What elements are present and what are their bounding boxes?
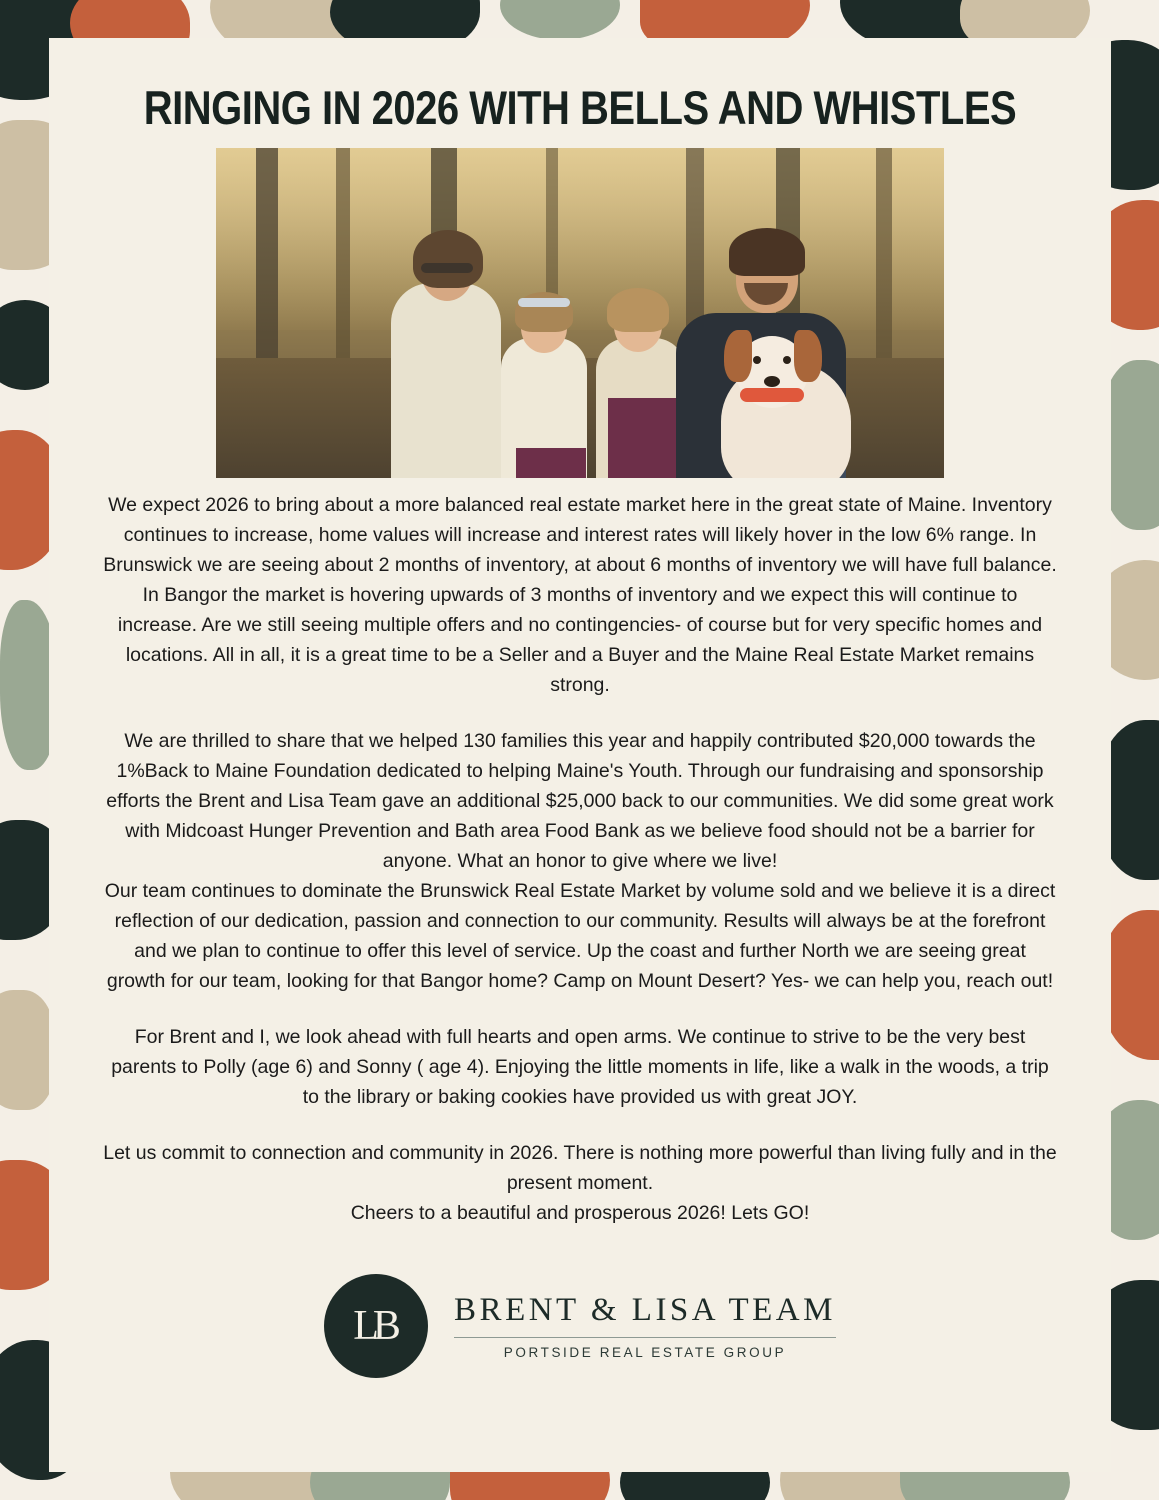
page-title: RINGING IN 2026 WITH BELLS AND WHISTLES <box>143 82 1017 135</box>
paragraph-team-growth: Our team continues to dominate the Brunswick Real Estate Market by volume sold and we believe it is a direct reflection of our dedication, passion and connection to our community. Results will always be at the forefront and we plan to continue to offer this level of service. Up the coast and further North we are seeing great growth for our team, looking for that Bangor home? Camp on Mount Desert? Yes- we can help you, reach out! <box>104 880 1056 992</box>
family-photo <box>216 148 944 478</box>
brand-text <box>454 1292 836 1359</box>
brand-logo <box>87 1274 1073 1378</box>
monogram-icon <box>324 1274 428 1378</box>
paragraph-market-outlook: We expect 2026 to bring about a more balanced real estate market here in the great state of Maine. Inventory continues to increase, home values will increase and interest rates will likely hover in the low 6% range. In Brunswick we are seeing about 2 months of inventory, at about 6 months of inventory we will have full balance. In Bangor the market is hovering upwards of 3 months of inventory and we expect this will continue to increase. Are we still seeing multiple offers and no contingencies- of course but for very specific homes and locations. All in all, it is a great time to be a Seller and a Buyer and the Maine Real Estate Market remains strong. <box>103 494 1057 696</box>
newsletter-body <box>87 490 1073 1228</box>
newsletter-card <box>49 38 1111 1472</box>
paragraph-family: For Brent and I, we look ahead with full hearts and open arms. We continue to strive to be the very best parents to Polly (age 6) and Sonny ( age 4). Enjoying the little moments in life, like a walk in the woods, a trip to the library or baking cookies have provided us with great JOY. <box>111 1026 1049 1108</box>
paragraph-closing: Cheers to a beautiful and prosperous 2026! Lets GO! <box>350 1202 810 1224</box>
monogram-text: LB <box>353 1303 395 1349</box>
paragraph-commitment: Let us commit to connection and community in 2026. There is nothing more powerful than living fully and in the present moment. <box>103 1142 1057 1194</box>
brand-name: BRENT & LISA TEAM <box>454 1292 836 1329</box>
brand-subtitle: PORTSIDE REAL ESTATE GROUP <box>454 1337 836 1360</box>
paragraph-giving-back: We are thrilled to share that we helped 130 families this year and happily contributed $20,000 towards the 1%Back to Maine Foundation dedicated to helping Maine's Youth. Through our fundraising and sponsorship efforts the Brent and Lisa Team gave an additional $25,000 back to our communities. We did some great work with Midcoast Hunger Prevention and Bath area Food Bank as we believe food should not be a barrier for anyone. What an honor to give where we live! <box>106 730 1054 872</box>
